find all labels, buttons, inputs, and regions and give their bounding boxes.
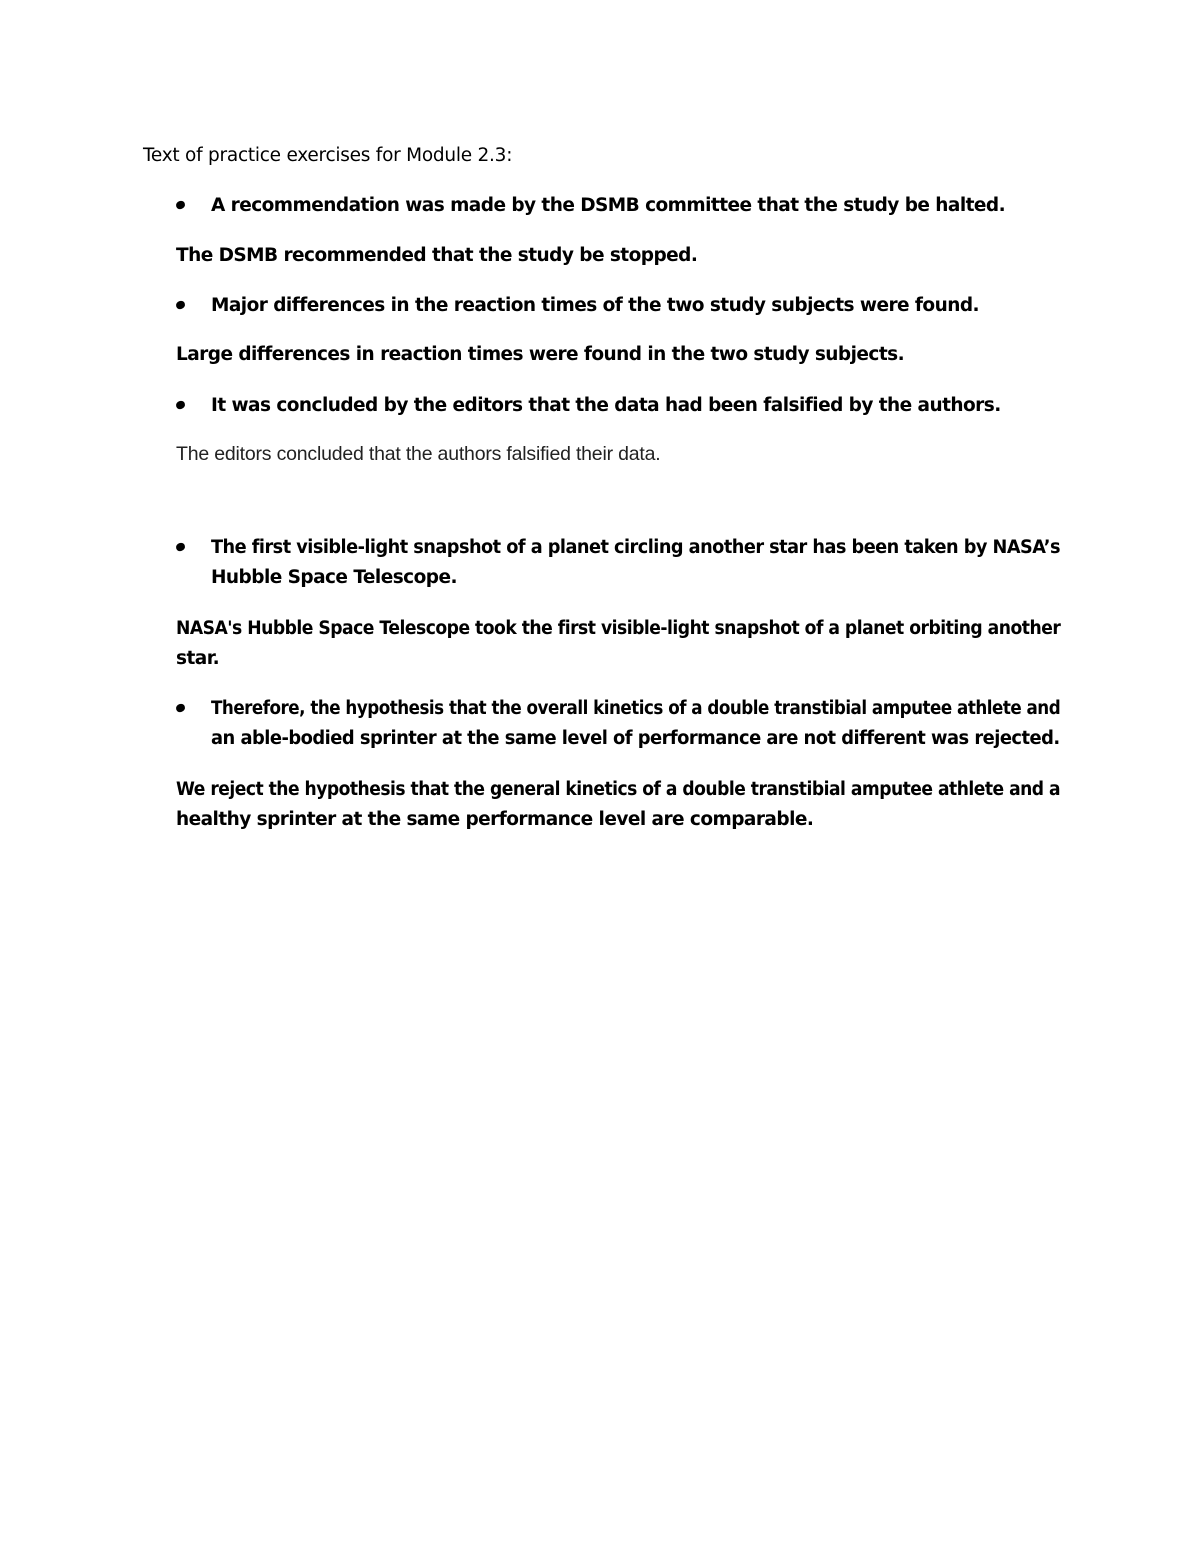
- exercise-3-original: It was concluded by the editors that the data had been falsified by the authors.: [211, 395, 1001, 416]
- bullet-icon: [175, 542, 186, 552]
- exercise-1-revised: The DSMB recommended that the study be stopped.: [176, 245, 698, 266]
- bullet-icon: [175, 400, 186, 410]
- exercise-4-revised-line-2: star.: [176, 648, 220, 669]
- exercise-2-original: Major differences in the reaction times of the two study subjects were found.: [211, 295, 979, 316]
- bullet-icon: [175, 300, 186, 310]
- page-heading: Text of practice exercises for Module 2.3:: [143, 145, 513, 166]
- bullet-icon: [175, 200, 186, 210]
- exercise-5-revised-line-2: healthy sprinter at the same performance level are comparable.: [176, 809, 814, 830]
- bullet-icon: [175, 703, 186, 713]
- exercise-2-revised: Large differences in reaction times were found in the two study subjects.: [176, 344, 905, 365]
- exercise-1-original: A recommendation was made by the DSMB committee that the study be halted.: [211, 195, 1006, 216]
- exercise-5-original-line-1: Therefore, the hypothesis that the overall kinetics of a double transtibial amputee athlete and: [211, 698, 1061, 719]
- exercise-5-revised-line-1: We reject the hypothesis that the general kinetics of a double transtibial amputee athlete and a: [176, 779, 1061, 800]
- exercise-4-revised-line-1: NASA's Hubble Space Telescope took the first visible-light snapshot of a planet orbiting another: [176, 618, 1061, 639]
- exercise-4-original-line-1: The first visible-light snapshot of a planet circling another star has been taken by NASA’s: [211, 537, 1061, 558]
- exercise-3-revised: The editors concluded that the authors falsified their data.: [176, 443, 661, 465]
- exercise-4-original-line-2: Hubble Space Telescope.: [211, 567, 457, 588]
- exercise-5-original-line-2: an able-bodied sprinter at the same level of performance are not different was rejected.: [211, 728, 1060, 749]
